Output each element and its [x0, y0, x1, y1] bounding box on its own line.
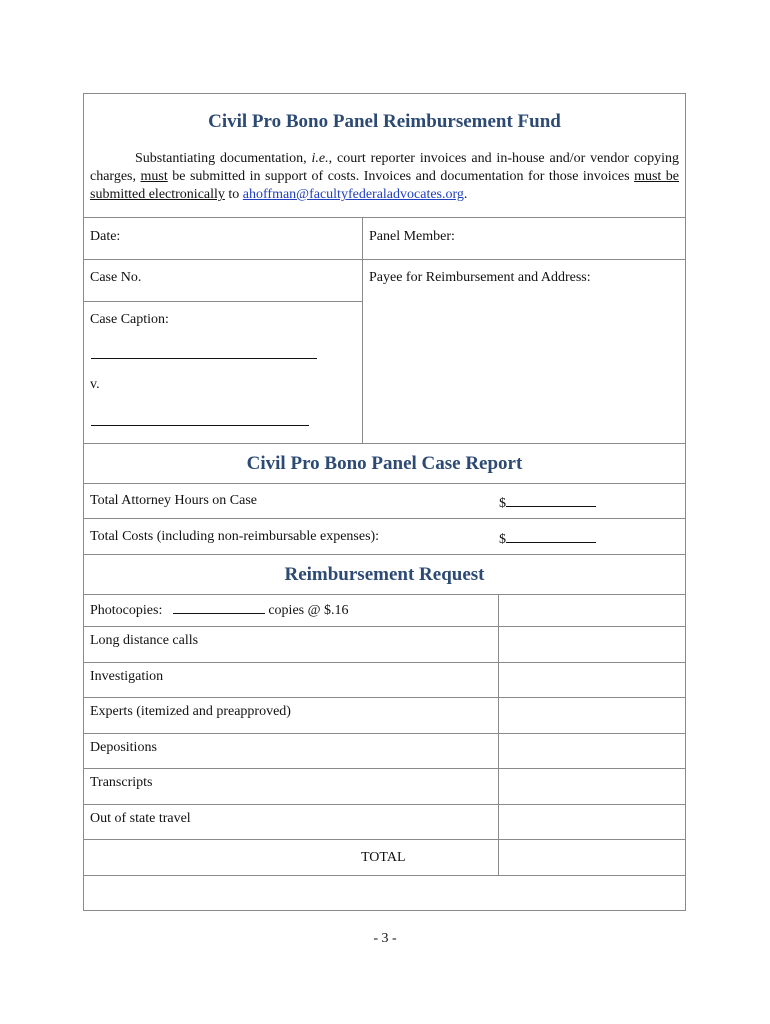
experts-amount-cell[interactable]: [499, 698, 685, 733]
depositions-label: Depositions: [90, 740, 157, 755]
attorney-hours-label: Total Attorney Hours on Case: [90, 493, 257, 508]
panel-member-field[interactable]: Panel Member:: [369, 229, 455, 244]
long-distance-amount-cell[interactable]: [499, 627, 685, 662]
photocopies-count-field[interactable]: [173, 600, 265, 614]
payee-field[interactable]: Payee for Reimbursement and Address:: [369, 270, 591, 285]
long-distance-calls-label: Long distance calls: [90, 633, 199, 648]
total-label: TOTAL: [361, 850, 406, 865]
case-no-field[interactable]: Case No.: [90, 270, 142, 285]
date-field[interactable]: Date:: [90, 229, 121, 244]
investigation-amount-cell[interactable]: [499, 663, 685, 697]
experts-label: Experts (itemized and preapproved): [90, 704, 291, 719]
total-amount-cell[interactable]: [499, 840, 685, 875]
reimbursement-form: [83, 93, 686, 911]
attorney-hours-field[interactable]: $: [499, 493, 596, 512]
email-link[interactable]: ahoffman@facultyfederaladvocates.org: [242, 187, 464, 202]
total-costs-label: Total Costs (including non-reimbursable expenses):: [90, 529, 380, 544]
depositions-amount-cell[interactable]: [499, 734, 685, 768]
travel-amount-cell[interactable]: [499, 805, 685, 839]
out-of-state-travel-label: Out of state travel: [90, 811, 191, 826]
transcripts-label: Transcripts: [90, 775, 153, 790]
investigation-label: Investigation: [90, 669, 164, 684]
transcripts-amount-cell[interactable]: [499, 769, 685, 804]
case-report-title: Civil Pro Bono Panel Case Report: [246, 453, 523, 474]
reimbursement-title: Reimbursement Request: [284, 564, 485, 585]
photocopies-row: Photocopies: copies @ $.16: [90, 600, 349, 619]
versus-label: v.: [90, 377, 100, 392]
total-costs-field[interactable]: $: [499, 529, 596, 548]
photocopies-amount-cell[interactable]: [499, 595, 685, 626]
instructions-paragraph: Substantiating documentation, i.e., court reporter invoices and in-house and/or vendor copying charges, must be submitted in support of costs. Invoices and documentation for those invoices must be submitted electronically to ahoffman@facultyfederaladvocates.org.: [90, 151, 680, 202]
case-caption-label: Case Caption:: [90, 312, 169, 327]
form-title: Civil Pro Bono Panel Reimbursement Fund: [208, 111, 561, 132]
plaintiff-line[interactable]: [91, 358, 317, 359]
defendant-line[interactable]: [91, 425, 309, 426]
page-number: - 3 -: [373, 931, 397, 946]
